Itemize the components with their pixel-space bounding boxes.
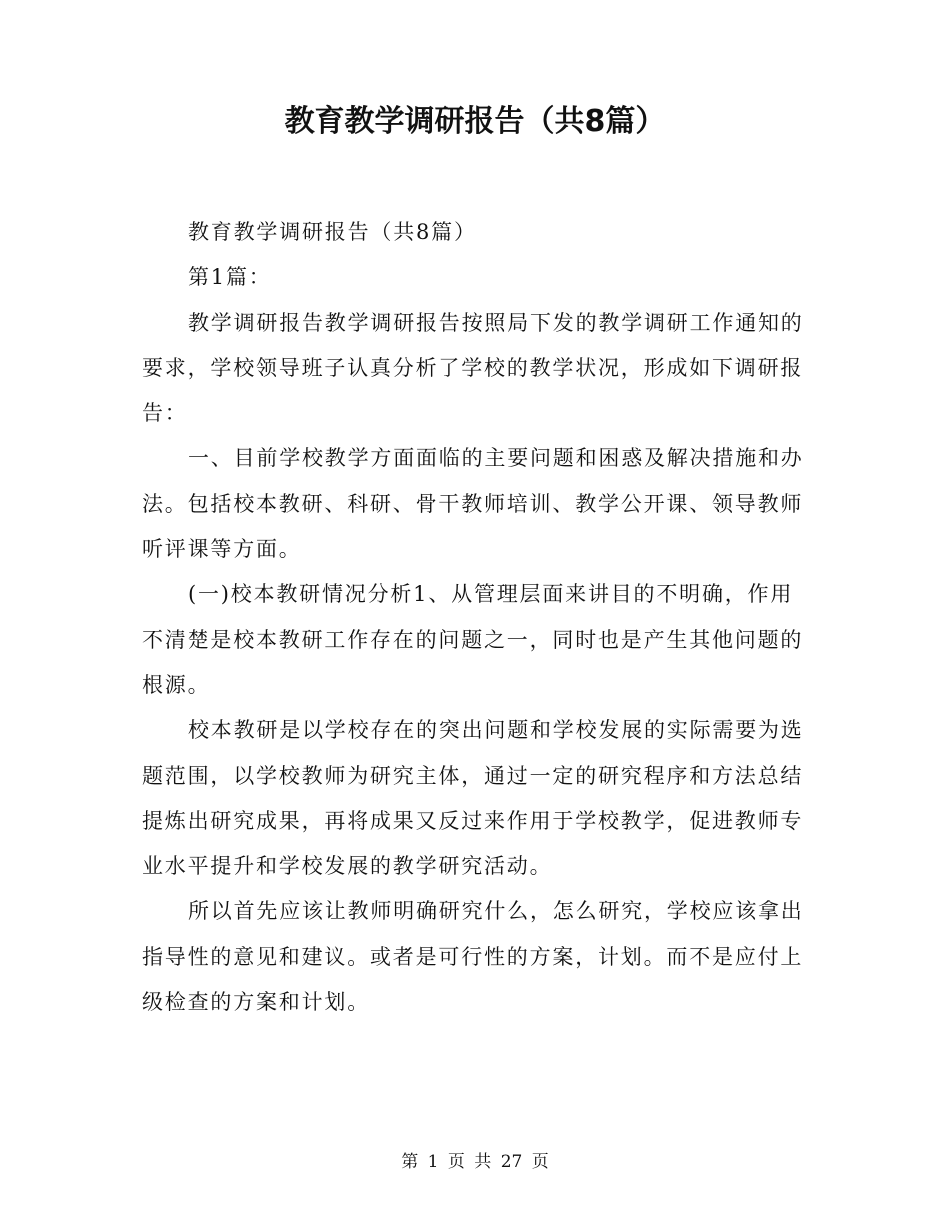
paragraph: 所以首先应该让教师明确研究什么，怎么研究，学校应该拿出指导性的意见和建议。或者是可行性的方案，计划。而不是应付上级检查的方案和计划。 bbox=[142, 899, 804, 1015]
paragraph-section-label: 第1篇： bbox=[188, 265, 272, 290]
page-footer: 第 1 页 共 27 页 bbox=[401, 1152, 549, 1172]
document-title: 教育教学调研报告（共8篇） bbox=[284, 104, 666, 139]
document-body bbox=[142, 210, 812, 1025]
paragraph: 校本教研是以学校存在的突出问题和学校发展的实际需要为选题范围，以学校教师为研究主体，通过一定的研究程序和方法总结提炼出研究成果，再将成果又反过来作用于学校教学，促进教师专业水平提升和学校发展的教学研究活动。 bbox=[142, 718, 804, 879]
paragraph: (一)校本教研情况分析1、从管理层面来讲目的不明确，作用不清楚是校本教研工作存在的问题之一，同时也是产生其他问题的根源。 bbox=[142, 582, 804, 697]
paragraph-subtitle: 教育教学调研报告（共8篇） bbox=[188, 220, 477, 244]
paragraph: 教学调研报告教学调研报告按照局下发的教学调研工作通知的要求，学校领导班子认真分析了学校的教学状况，形成如下调研报告： bbox=[142, 310, 804, 426]
paragraph: 一、目前学校教学方面面临的主要问题和困惑及解决措施和办法。包括校本教研、科研、骨干教师培训、教学公开课、领导教师听评课等方面。 bbox=[142, 446, 804, 562]
